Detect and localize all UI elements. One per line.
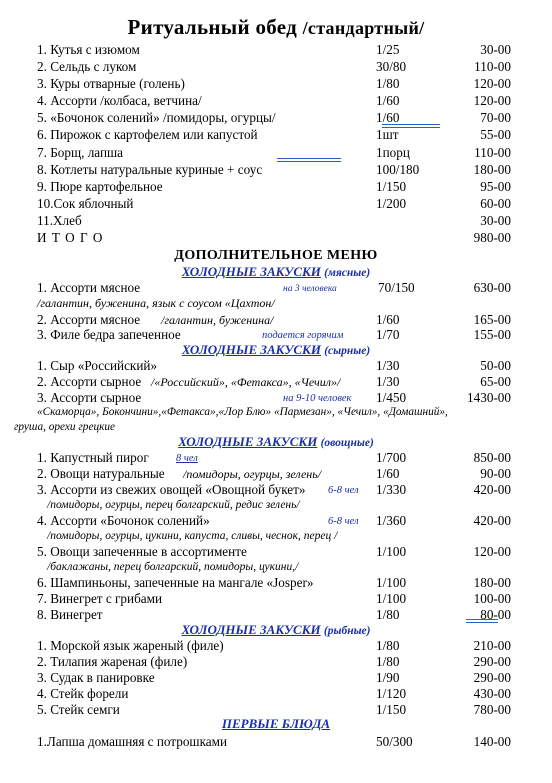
item-name: 5. «Бочонок солений» /помидоры, огурцы/ xyxy=(37,110,276,125)
item-name: 1. Кутья с изюмом xyxy=(37,42,140,57)
item-detail: /галантин, буженина/ xyxy=(161,313,274,327)
section-title-first xyxy=(0,716,552,732)
item-name: 2. Тилапия жареная (филе) xyxy=(37,654,188,669)
item-name: 9. Пюре картофельное xyxy=(37,179,163,194)
item-detail: /«Российский», «Фетакса», «Чечил»/ xyxy=(151,375,341,389)
menu-row xyxy=(0,127,552,143)
item-name: 3. Ассорти из свежих овощей «Овощной букет» xyxy=(37,482,306,497)
total-label: И Т О Г О xyxy=(37,230,104,245)
page-title xyxy=(0,14,552,41)
item-qty: 1/100 xyxy=(376,544,407,559)
menu-row xyxy=(0,638,552,654)
item-qty: 1/200 xyxy=(376,196,407,211)
menu-row xyxy=(0,42,552,58)
item-name: 8. Котлеты натуральные куриные + соус xyxy=(37,162,263,177)
item-price: 120-00 xyxy=(473,93,511,108)
menu-row xyxy=(0,162,552,178)
item-name: 1.Лапша домашняя с потрошками xyxy=(37,734,228,749)
item-name: 8. Винегрет xyxy=(37,607,103,622)
item-price: 155-00 xyxy=(473,327,511,342)
item-qty: 1порц xyxy=(376,145,410,160)
menu-row xyxy=(0,374,552,390)
item-note: 6-8 чел xyxy=(328,485,359,496)
item-price: 180-00 xyxy=(473,575,511,590)
total-price: 980-00 xyxy=(473,230,511,245)
item-price: 50-00 xyxy=(480,358,511,373)
item-price: 95-00 xyxy=(480,179,511,194)
item-detail: /помидоры, огурцы, перец болгарский, редис зелень/ xyxy=(47,499,300,511)
item-qty: 1/90 xyxy=(376,670,400,685)
item-qty: 1/700 xyxy=(376,450,407,465)
menu-row xyxy=(0,179,552,195)
item-qty: 1/80 xyxy=(376,638,400,653)
item-price: 100-00 xyxy=(473,591,511,606)
menu-row xyxy=(0,654,552,670)
item-price: 80-00 xyxy=(480,607,511,622)
section-title-paren: (сырные) xyxy=(324,345,371,357)
menu-row xyxy=(0,513,552,529)
item-price: 420-00 xyxy=(473,513,511,528)
item-name: 4. Ассорти /колбаса, ветчина/ xyxy=(37,93,202,108)
item-price: 70-00 xyxy=(480,110,511,125)
item-name: 2. Сельдь с луком xyxy=(37,59,137,74)
item-qty: 1/60 xyxy=(376,93,400,108)
item-price: 120-00 xyxy=(473,544,511,559)
menu-row xyxy=(0,575,552,591)
section-title-text: ХОЛОДНЫЕ ЗАКУСКИ xyxy=(181,622,321,637)
item-detail: «Скаморца», Бокончини»,«Фетакса»,«Лор Блю» «Пармезан», «Чечил», «Домашний», xyxy=(37,406,448,418)
menu-row xyxy=(0,544,552,560)
menu-row xyxy=(0,670,552,686)
item-detail: груша, орехи грецкие xyxy=(14,421,116,433)
menu-row xyxy=(0,110,552,126)
item-name: 4. Стейк форели xyxy=(37,686,129,701)
item-name: 2. Ассорти мясное xyxy=(37,312,141,327)
item-qty: 1/330 xyxy=(376,482,407,497)
item-name: 1. Морской язык жареный (филе) xyxy=(37,638,224,653)
item-detail: /помидоры, огурцы, зелень/ xyxy=(183,467,322,481)
menu-row xyxy=(0,450,552,466)
menu-row xyxy=(0,358,552,374)
section-title-cheese xyxy=(0,342,552,359)
item-note: подается горячим xyxy=(262,330,344,341)
item-qty: 1/450 xyxy=(376,390,407,405)
item-price: 1430-00 xyxy=(467,390,511,405)
item-price: 165-00 xyxy=(473,312,511,327)
item-name: 1. Сыр «Российский» xyxy=(37,358,158,373)
item-price: 140-00 xyxy=(473,734,511,749)
item-name: 3. Судак в панировке xyxy=(37,670,155,685)
item-name: 7. Винегрет с грибами xyxy=(37,591,163,606)
item-qty: 1/100 xyxy=(376,591,407,606)
menu-row xyxy=(0,686,552,702)
menu-row xyxy=(0,734,552,750)
item-price: 55-00 xyxy=(480,127,511,142)
extra-menu-header: ДОПОЛНИТЕЛЬНОЕ МЕНЮ xyxy=(174,248,378,263)
item-price: 30-00 xyxy=(480,213,511,228)
item-name: 3. Куры отварные (голень) xyxy=(37,76,185,91)
item-price: 420-00 xyxy=(473,482,511,497)
item-qty: 1/150 xyxy=(376,702,407,717)
item-qty: 1/80 xyxy=(376,654,400,669)
item-name: 2. Овощи натуральные xyxy=(37,466,165,481)
total-row xyxy=(0,230,552,246)
menu-row xyxy=(0,591,552,607)
menu-row xyxy=(0,280,552,296)
item-name: 3. Ассорти сырное xyxy=(37,390,142,405)
item-qty: 1/100 xyxy=(376,575,407,590)
item-price: 290-00 xyxy=(473,670,511,685)
menu-row xyxy=(0,466,552,482)
item-qty: 1шт xyxy=(376,127,399,142)
section-title-meat xyxy=(0,264,552,281)
item-name: 1. Капустный пирог xyxy=(37,450,149,465)
item-price: 180-00 xyxy=(473,162,511,177)
item-qty: 1/70 xyxy=(376,327,400,342)
item-qty: 100/180 xyxy=(376,162,420,177)
item-qty: 50/300 xyxy=(376,734,413,749)
item-qty: 1/30 xyxy=(376,374,400,389)
menu-row xyxy=(0,93,552,109)
item-name: 5. Стейк семги xyxy=(37,702,120,717)
section-title-text: ХОЛОДНЫЕ ЗАКУСКИ xyxy=(181,342,321,357)
menu-row xyxy=(0,312,552,328)
item-name: 4. Ассорти «Бочонок солений» xyxy=(37,513,210,528)
item-price: 60-00 xyxy=(480,196,511,211)
item-qty: 1/80 xyxy=(376,76,400,91)
section-title-fish xyxy=(0,622,552,639)
item-price: 780-00 xyxy=(473,702,511,717)
item-note: на 3 человека xyxy=(283,284,337,294)
item-qty: 1/360 xyxy=(376,513,407,528)
title-main: Ритуальный обед xyxy=(127,15,298,39)
item-price: 120-00 xyxy=(473,76,511,91)
menu-row xyxy=(0,213,552,229)
item-detail: /баклажаны, перец болгарский, помидоры, цукини,/ xyxy=(47,561,299,573)
item-price: 430-00 xyxy=(473,686,511,701)
item-detail: /галантин, буженина, язык с соусом «Цахтон/ xyxy=(37,296,275,310)
menu-row xyxy=(0,59,552,75)
section-title-paren: (мясные) xyxy=(324,267,371,279)
item-price: 65-00 xyxy=(480,374,511,389)
item-name: 6. Шампиньоны, запеченные на мангале «Josper» xyxy=(37,575,314,590)
item-qty: 70/150 xyxy=(378,280,415,295)
item-qty: 1/60 xyxy=(376,312,400,327)
item-name: 5. Овощи запеченные в ассортименте xyxy=(37,544,247,559)
item-note: 6-8 чел xyxy=(328,516,359,527)
item-price: 90-00 xyxy=(480,466,511,481)
item-name: 10.Сок яблочный xyxy=(37,196,134,211)
item-detail: /помидоры, огурцы, цукини, капуста, сливы, чеснок, перец / xyxy=(47,530,338,542)
item-price: 850-00 xyxy=(473,450,511,465)
item-price: 30-00 xyxy=(480,42,511,57)
menu-row xyxy=(0,482,552,498)
item-qty: 30/80 xyxy=(376,59,407,74)
section-title-veg xyxy=(0,434,552,451)
item-name: 7. Борщ, лапша xyxy=(37,145,124,160)
title-sub: /стандартный/ xyxy=(302,18,425,38)
item-name: 1. Ассорти мясное xyxy=(37,280,141,295)
item-price: 210-00 xyxy=(473,638,511,653)
item-price: 110-00 xyxy=(474,145,511,160)
item-qty: 1/150 xyxy=(376,179,407,194)
section-title-text: ХОЛОДНЫЕ ЗАКУСКИ xyxy=(178,434,318,449)
item-name: 6. Пирожок с картофелем или капустой xyxy=(37,127,258,142)
item-qty: 1/60 xyxy=(376,466,400,481)
item-qty: 1/25 xyxy=(376,42,400,57)
section-title-text: ХОЛОДНЫЕ ЗАКУСКИ xyxy=(181,264,321,279)
item-note: на 9-10 человек xyxy=(283,393,352,404)
item-price: 630-00 xyxy=(473,280,511,295)
item-note: 8 чел xyxy=(176,453,198,464)
item-name: 2. Ассорти сырное xyxy=(37,374,142,389)
item-qty: 1/120 xyxy=(376,686,407,701)
menu-row xyxy=(0,196,552,212)
item-price: 110-00 xyxy=(474,59,511,74)
section-title-text: ПЕРВЫЕ БЛЮДА xyxy=(221,716,331,731)
item-name: 3. Филе бедра запеченное xyxy=(37,327,181,342)
section-title-paren: (овощные) xyxy=(320,437,374,449)
section-title-paren: (рыбные) xyxy=(323,625,371,637)
item-price: 290-00 xyxy=(473,654,511,669)
item-qty: 1/80 xyxy=(376,607,400,622)
menu-row xyxy=(0,327,552,343)
item-qty: 1/60 xyxy=(376,110,400,125)
menu-row xyxy=(0,76,552,92)
item-name: 11.Хлеб xyxy=(37,213,82,228)
item-qty: 1/30 xyxy=(376,358,400,373)
menu-row xyxy=(0,145,552,161)
